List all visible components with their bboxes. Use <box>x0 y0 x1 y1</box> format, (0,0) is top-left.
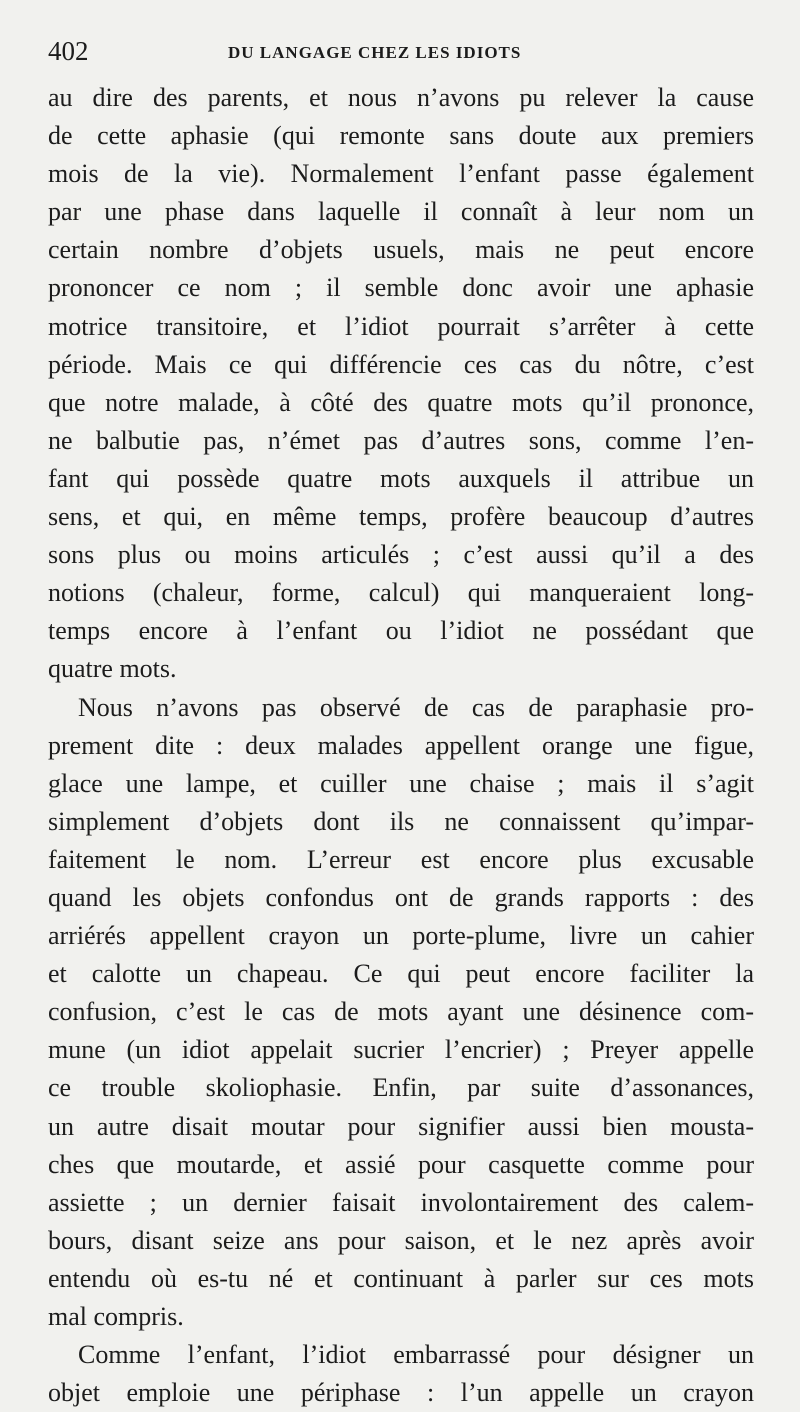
text-line: bours, disant seize ans pour saison, et le nez après avoir <box>48 1225 754 1255</box>
text-line: Comme l’enfant, l’idiot embarrassé pour désigner un <box>78 1340 754 1370</box>
text-line: mal compris. <box>48 1302 184 1331</box>
text-line: ne balbutie pas, n’émet pas d’autres sons, comme l’en- <box>48 425 754 455</box>
text-line: mois de la vie). Normalement l’enfant passe également <box>48 159 754 189</box>
text-line: de cette aphasie (qui remonte sans doute aux premiers <box>48 121 754 151</box>
text-line: faitement le nom. L’erreur est encore plus excusable <box>48 844 754 874</box>
text-line: assiette ; un dernier faisait involontairement des calem- <box>48 1187 754 1217</box>
text-line: prement dite : deux malades appellent orange une figue, <box>48 730 754 760</box>
text-line: que notre malade, à côté des quatre mots qu’il prononce, <box>48 387 754 417</box>
page-header <box>48 36 754 70</box>
text-line: mune (un idiot appelait sucrier l’encrier) ; Preyer appelle <box>48 1035 754 1065</box>
text-line: objet emploie une périphase : l’un appelle un crayon <box>48 1378 754 1408</box>
text-line: ce trouble skoliophasie. Enfin, par suite d’assonances, <box>48 1073 754 1103</box>
text-line: période. Mais ce qui différencie ces cas du nôtre, c’est <box>48 349 754 379</box>
text-line: entendu où es-tu né et continuant à parler sur ces mots <box>48 1263 754 1293</box>
text-line: confusion, c’est le cas de mots ayant une désinence com- <box>48 997 754 1027</box>
running-title: DU LANGAGE CHEZ LES IDIOTS <box>228 43 522 62</box>
text-line: notions (chaleur, forme, calcul) qui manqueraient long- <box>48 578 754 608</box>
text-line: glace une lampe, et cuiller une chaise ; mais il s’agit <box>48 768 754 798</box>
text-line: par une phase dans laquelle il connaît à leur nom un <box>48 197 754 227</box>
text-line: arriérés appellent crayon un porte-plume, livre un cahier <box>48 921 754 951</box>
text-line: motrice transitoire, et l’idiot pourrait s’arrêter à cette <box>48 311 754 341</box>
text-line: quatre mots. <box>48 654 177 684</box>
text-line: et calotte un chapeau. Ce qui peut encore faciliter la <box>48 959 754 989</box>
text-line: sons plus ou moins articulés ; c’est aussi qu’il a des <box>48 540 754 570</box>
text-line: quand les objets confondus ont de grands rapports : des <box>48 882 754 912</box>
page-number: 402 <box>48 36 89 66</box>
text-line: temps encore à l’enfant ou l’idiot ne possédant que <box>48 616 754 646</box>
text-line: certain nombre d’objets usuels, mais ne peut encore <box>48 235 754 265</box>
text-line: ches que moutarde, et assié pour casquette comme pour <box>48 1149 754 1179</box>
text-line: simplement d’objets dont ils ne connaissent qu’impar- <box>48 806 754 836</box>
body-text <box>48 79 754 1412</box>
text-line: un autre disait moutar pour signifier aussi bien mousta- <box>48 1111 754 1141</box>
text-line: Nous n’avons pas observé de cas de paraphasie pro- <box>78 692 754 722</box>
text-line: fant qui possède quatre mots auxquels il attribue un <box>48 463 754 493</box>
text-line: au dire des parents, et nous n’avons pu relever la cause <box>48 83 754 112</box>
text-line: prononcer ce nom ; il semble donc avoir une aphasie <box>48 273 754 303</box>
text-line: sens, et qui, en même temps, profère beaucoup d’autres <box>48 502 754 532</box>
